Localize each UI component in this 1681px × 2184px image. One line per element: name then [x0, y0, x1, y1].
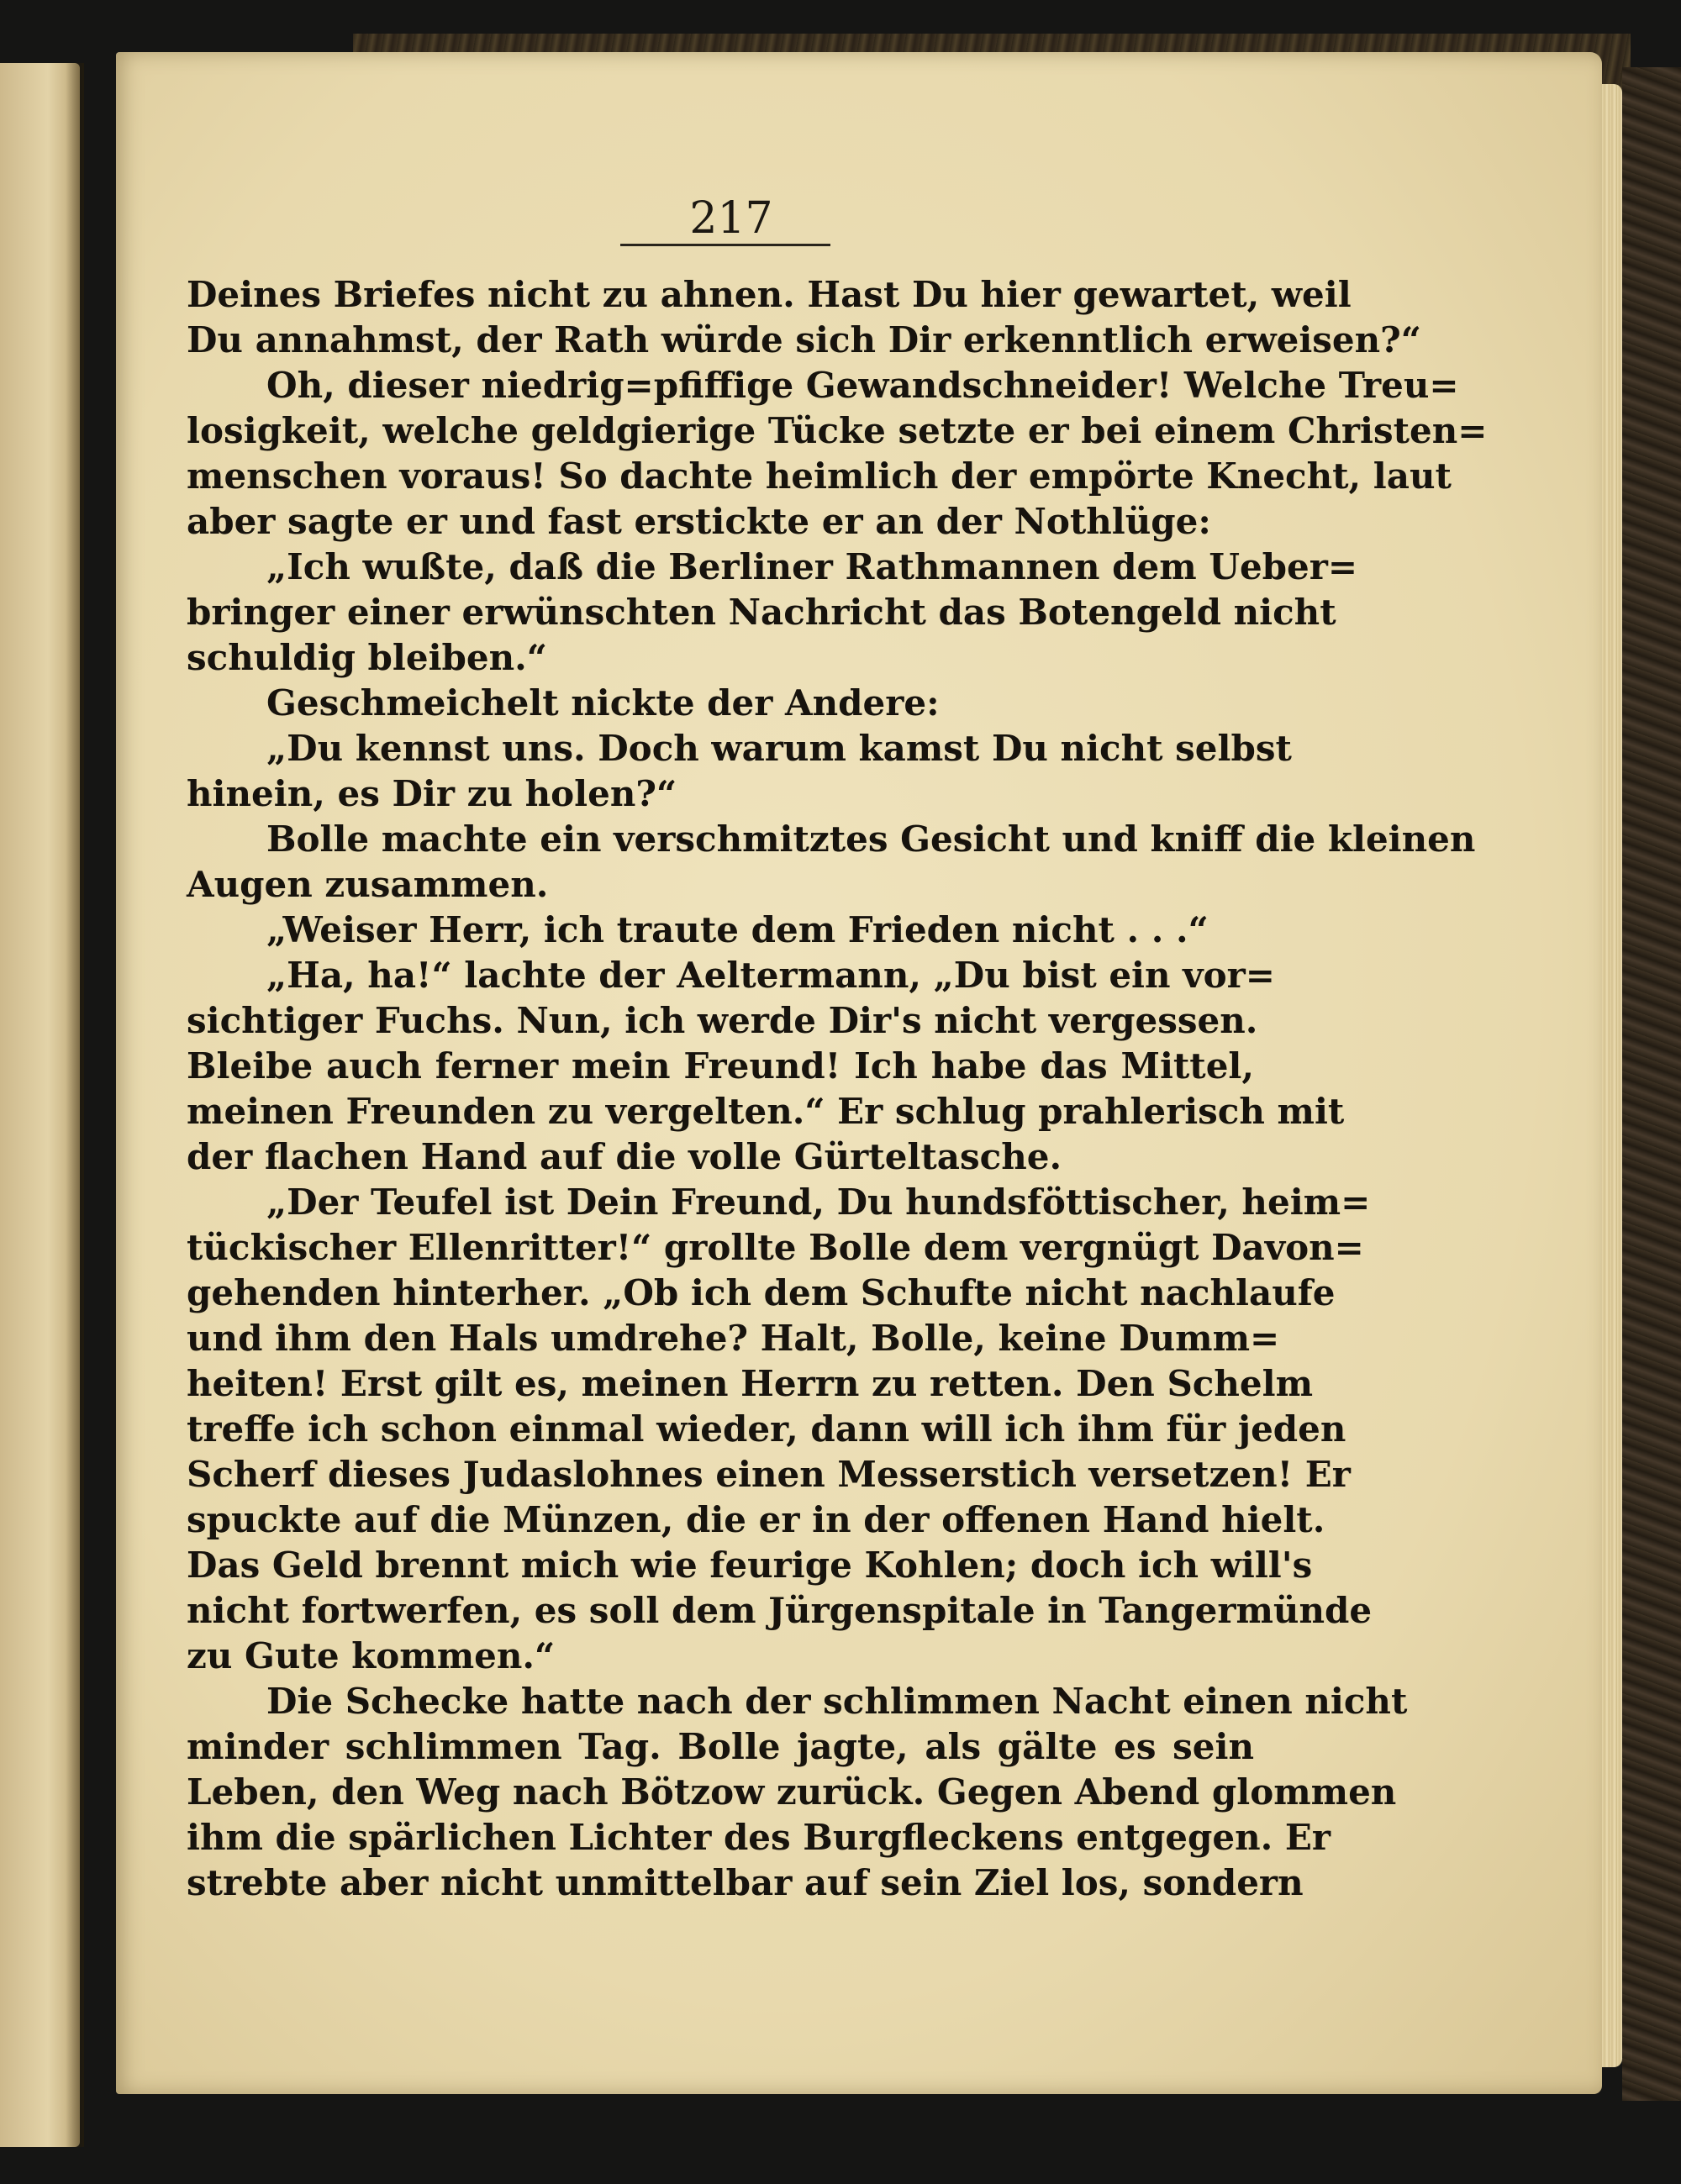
text-line: „Weiser Herr, ich traute dem Frieden nicht . . .“	[266, 909, 1209, 950]
book-binding-right	[1622, 67, 1681, 2101]
text-line: meinen Freunden zu vergelten.“ Er schlug prahlerisch mit	[187, 1091, 1345, 1132]
text-line: Du annahmst, der Rath würde sich Dir erkenntlich erweisen?“	[187, 319, 1421, 360]
text-line: aber sagte er und fast erstickte er an der Nothlüge:	[187, 501, 1211, 542]
text-line: Geschmeichelt nickte der Andere:	[266, 682, 940, 724]
text-line: ihm die spärlichen Lichter des Burgfleckens entgegen. Er	[187, 1817, 1331, 1858]
text-line: zu Gute kommen.“	[187, 1635, 556, 1676]
text-line: sichtiger Fuchs. Nun, ich werde Dir's nicht vergessen.	[187, 1000, 1258, 1041]
body-text	[187, 272, 1488, 1906]
text-line: „Ha, ha!“ lachte der Aeltermann, „Du bist ein vor=	[266, 955, 1275, 996]
text-line: Deines Briefes nicht zu ahnen. Hast Du hier gewartet, weil	[187, 274, 1352, 315]
page-number: 217	[689, 193, 773, 244]
text-line: Scherf dieses Judaslohnes einen Messerstich versetzen! Er	[187, 1454, 1351, 1495]
text-line: Augen zusammen.	[187, 864, 549, 905]
text-line: Oh, dieser niedrig=pfiffige Gewandschneider! Welche Treu=	[266, 365, 1459, 406]
text-line: hinein, es Dir zu holen?“	[187, 773, 677, 814]
gutter-shadow	[66, 63, 84, 2147]
text-line: Das Geld brennt mich wie feurige Kohlen; doch ich will's	[187, 1545, 1313, 1586]
text-line: nicht fortwerfen, es soll dem Jürgenspitale in Tangermünde	[187, 1590, 1373, 1631]
text-line: menschen voraus! So dachte heimlich der empörte Knecht, laut	[187, 455, 1452, 497]
text-line: Bolle machte ein verschmitztes Gesicht und kniff die kleinen	[266, 818, 1476, 860]
text-line: tückischer Ellenritter!“ grollte Bolle dem vergnügt Davon=	[187, 1227, 1364, 1268]
page-number-rule	[620, 244, 830, 246]
text-line: Leben, den Weg nach Bötzow zurück. Gegen Abend glommen	[187, 1771, 1397, 1813]
text-line: „Du kennst uns. Doch warum kamst Du nicht selbst	[266, 728, 1292, 769]
text-line: bringer einer erwünschten Nachricht das Botengeld nicht	[187, 592, 1336, 633]
text-line: gehenden hinterher. „Ob ich dem Schufte nicht nachlaufe	[187, 1272, 1336, 1313]
text-line: Die Schecke hatte nach der schlimmen Nacht einen nicht	[266, 1681, 1408, 1722]
text-line: Bleibe auch ferner mein Freund! Ich habe das Mittel,	[187, 1045, 1254, 1087]
text-line: der flachen Hand auf die volle Gürteltasche.	[187, 1136, 1062, 1177]
text-line: heiten! Erst gilt es, meinen Herrn zu retten. Den Schelm	[187, 1363, 1314, 1404]
text-line: strebte aber nicht unmittelbar auf sein Ziel los, sondern	[187, 1862, 1304, 1903]
text-line: losigkeit, welche geldgierige Tücke setzte er bei einem Christen=	[187, 410, 1488, 451]
text-line: spuckte auf die Münzen, die er in der offenen Hand hielt.	[187, 1499, 1325, 1540]
text-line: „Der Teufel ist Dein Freund, Du hundsföttischer, heim=	[266, 1181, 1371, 1223]
text-line: treffe ich schon einmal wieder, dann will ich ihm für jeden	[187, 1408, 1346, 1450]
text-line: minder schlimmen Tag. Bolle jagte, als gälte es sein	[187, 1726, 1254, 1767]
text-line: „Ich wußte, daß die Berliner Rathmannen dem Ueber=	[266, 546, 1358, 587]
text-line: schuldig bleiben.“	[187, 637, 547, 678]
text-line: und ihm den Hals umdrehe? Halt, Bolle, keine Dumm=	[187, 1318, 1280, 1359]
